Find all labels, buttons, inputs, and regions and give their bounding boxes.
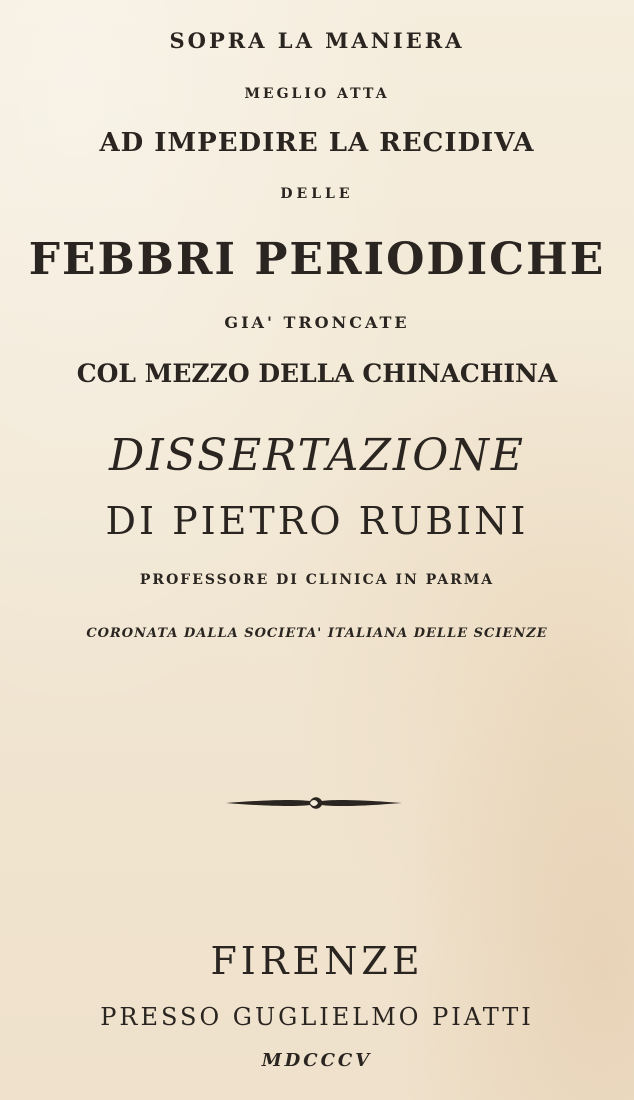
heading-line-4: DELLE — [280, 186, 354, 202]
city: FIRENZE — [210, 939, 424, 983]
author-role: PROFESSORE DI CLINICA IN PARMA — [139, 572, 495, 588]
heading-line-3: AD IMPEDIRE LA RECIDIVA — [99, 128, 535, 158]
heading-line-2: MEGLIO ATTA — [244, 86, 390, 102]
heading-line-7: COL MEZZO DELLA CHINACHINA — [76, 359, 558, 388]
publisher: PRESSO GUGLIELMO PIATTI — [100, 1003, 534, 1031]
heading-line-1: SOPRA LA MANIERA — [169, 28, 465, 53]
heading-line-6: GIA' TRONCATE — [224, 313, 410, 332]
main-title: FEBBRI PERIODICHE — [28, 234, 606, 285]
work-type: DISSERTAZIONE — [108, 430, 525, 481]
award-line: CORONATA DALLA SOCIETA' ITALIANA DELLE SCIENZE — [86, 626, 548, 641]
publication-year: MDCCCV — [261, 1050, 373, 1071]
author-name: DI PIETRO RUBINI — [105, 499, 529, 543]
ornament-divider — [224, 794, 404, 812]
